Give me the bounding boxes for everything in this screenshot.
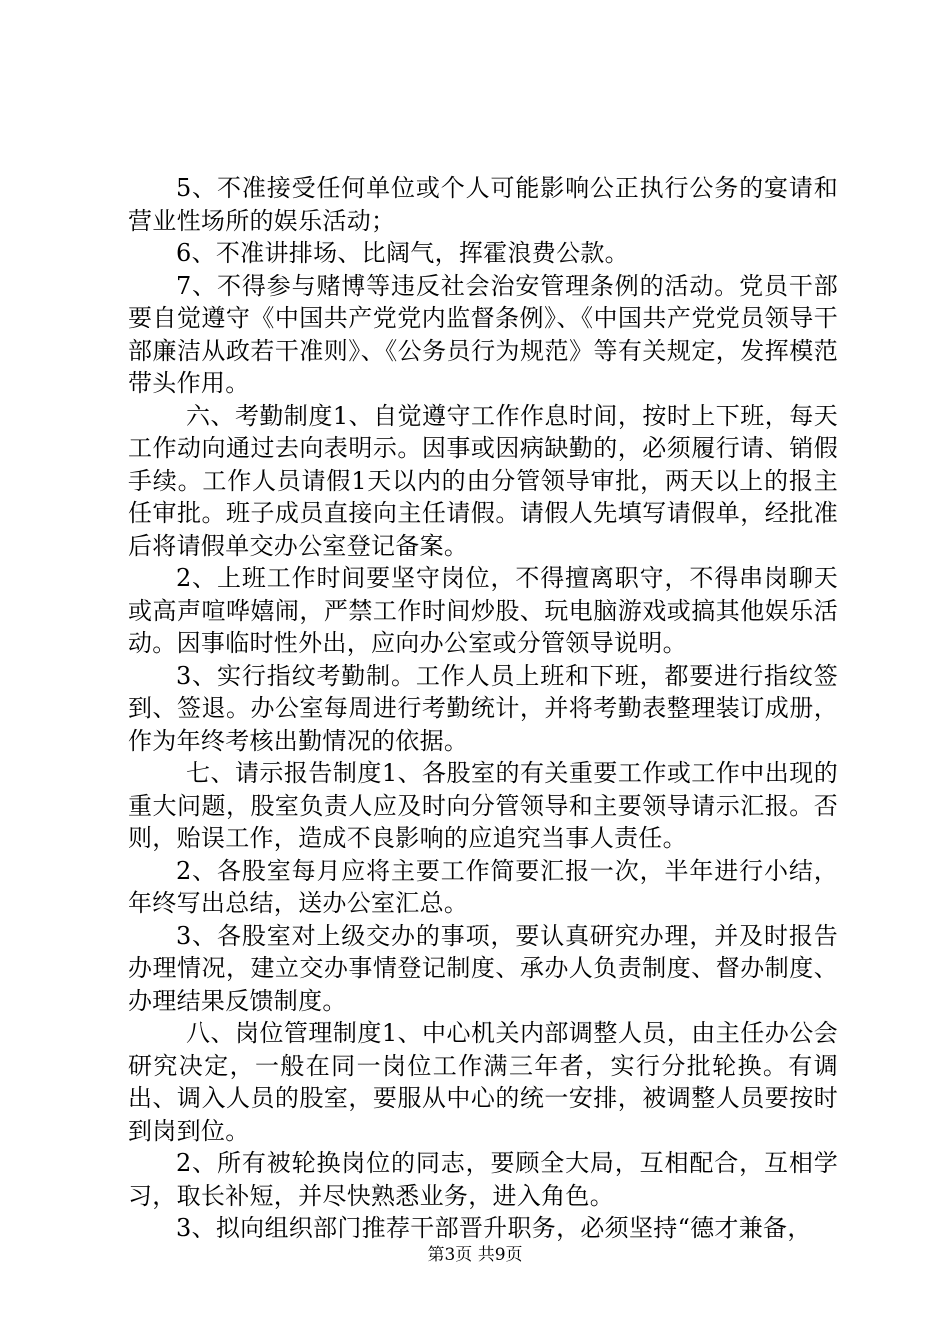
- paragraph-item-5: 5、不准接受任何单位或个人可能影响公正执行公务的宴请和营业性场所的娱乐活动；: [128, 174, 838, 235]
- paragraph-attendance-3: 3、实行指纹考勤制。工作人员上班和下班，都要进行指纹签到、签退。办公室每周进行考勤统计，并将考勤表整理装订成册，作为年终考核出勤情况的依据。: [128, 661, 838, 755]
- paragraph-post-management-2: 2、所有被轮换岗位的同志，要顾全大局，互相配合，互相学习，取长补短，并尽快熟悉业务，进入角色。: [128, 1149, 838, 1210]
- paragraph-item-7: 7、不得参与赌博等违反社会治安管理条例的活动。党员干部要自觉遵守《中国共产党党内监督条例》、《中国共产党党员领导干部廉洁从政若干准则》、《公务员行为规范》等有关规定，发挥模范带头作用。: [128, 271, 838, 397]
- paragraph-section-reporting: 七、请示报告制度1、各股室的有关重要工作或工作中出现的重大问题，股室负责人应及时向分管领导和主要领导请示汇报。否则，贻误工作，造成不良影响的应追究当事人责任。: [128, 759, 838, 852]
- paragraph-post-management-3: 3、拟向组织部门推荐干部晋升职务，必须坚持“德才兼备，: [176, 1214, 812, 1242]
- page-number-footer: 第3页 共9页: [427, 1245, 523, 1265]
- paragraph-reporting-2: 2、各股室每月应将主要工作简要汇报一次，半年进行小结，年终写出总结，送办公室汇总。: [128, 856, 838, 917]
- paragraph-section-post-management: 八、岗位管理制度1、中心机关内部调整人员，由主任办公会研究决定，一般在同一岗位工作满三年者，实行分批轮换。有调出、调入人员的股室，要服从中心的统一安排，被调整人员要按时到岗到位。: [128, 1019, 838, 1145]
- paragraph-section-attendance: 六、考勤制度1、自觉遵守工作作息时间，按时上下班，每天工作动向通过去向表明示。因事或因病缺勤的，必须履行请、销假手续。工作人员请假1天以内的由分管领导审批，两天以上的报主任审批。班子成员直接向主任请假。请假人先填写请假单，经批准后将请假单交办公室登记备案。: [128, 401, 838, 560]
- paragraph-item-6: 6、不准讲排场、比阔气，挥霍浪费公款。: [176, 239, 629, 267]
- document-body: [128, 172, 838, 1245]
- paragraph-attendance-2: 2、上班工作时间要坚守岗位，不得擅离职守，不得串岗聊天或高声喧哗嬉闹，严禁工作时间炒股、玩电脑游戏或搞其他娱乐活动。因事临时性外出，应向办公室或分管领导说明。: [128, 564, 838, 657]
- paragraph-reporting-3: 3、各股室对上级交办的事项，要认真研究办理，并及时报告办理情况，建立交办事情登记制度、承办人负责制度、督办制度、办理结果反馈制度。: [128, 921, 838, 1015]
